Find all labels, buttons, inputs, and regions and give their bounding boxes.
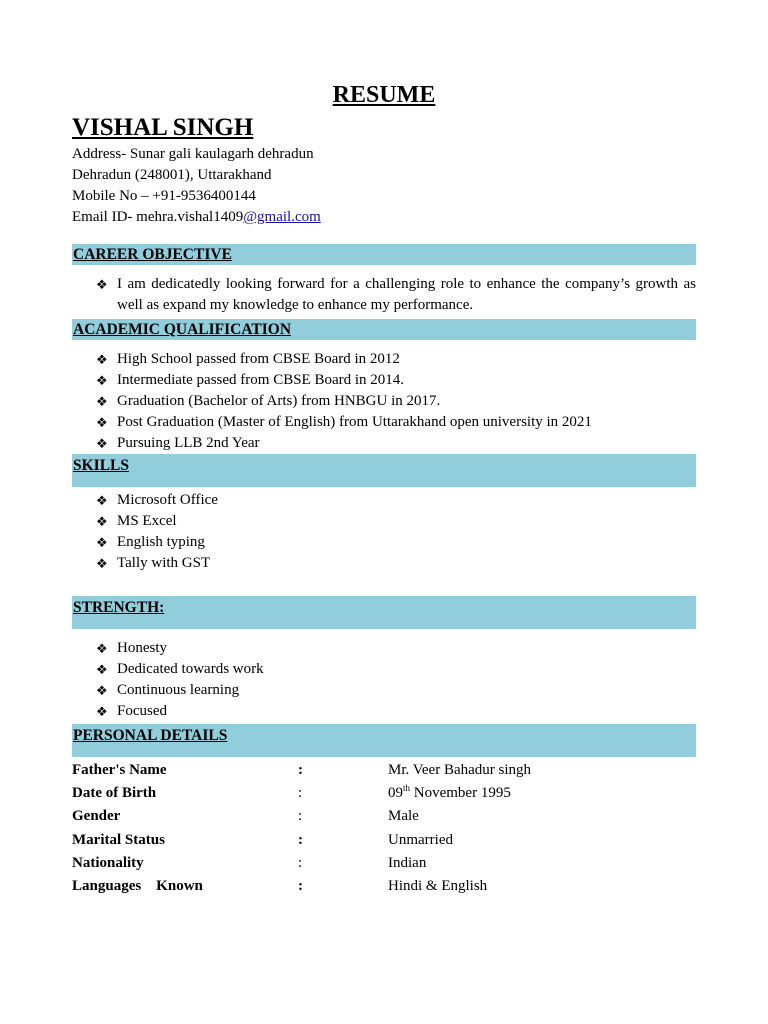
separator: : [298, 808, 303, 825]
list-item: ❖ Graduation (Bachelor of Arts) from HNBGU in 2017. [72, 391, 696, 412]
bullet-diamond-icon: ❖ [96, 556, 108, 571]
strength-list [72, 638, 696, 722]
bullet-diamond-icon: ❖ [96, 277, 108, 292]
gender-label: Gender [72, 808, 121, 825]
email-line [72, 207, 696, 228]
bullet-diamond-icon: ❖ [96, 514, 108, 529]
table-row [72, 782, 696, 805]
list-item: ❖ Post Graduation (Master of English) from Uttarakhand open university in 2021 [72, 412, 696, 433]
list-item: ❖ Continuous learning [72, 680, 696, 701]
gender-value: Male [388, 808, 419, 825]
table-row [72, 759, 696, 782]
list-item: ❖ English typing [72, 532, 696, 553]
academic-list [72, 349, 696, 454]
list-item: ❖ MS Excel [72, 511, 696, 532]
list-item: ❖ Intermediate passed from CBSE Board in 2014. [72, 370, 696, 391]
list-item: ❖ Pursuing LLB 2nd Year [72, 433, 696, 454]
section-heading-personal-details: PERSONAL DETAILS [72, 724, 696, 757]
address-line-2: Dehradun (248001), Uttarakhand [72, 167, 272, 183]
bullet-diamond-icon: ❖ [96, 641, 108, 656]
email-link[interactable]: @gmail.com [243, 209, 321, 225]
contact-block [72, 144, 696, 228]
bullet-diamond-icon: ❖ [96, 415, 108, 430]
bullet-diamond-icon: ❖ [96, 373, 108, 388]
fathers-name-value: Mr. Veer Bahadur singh [388, 762, 532, 778]
separator: : [298, 854, 303, 871]
separator: : [298, 762, 303, 778]
bullet-diamond-icon: ❖ [96, 662, 108, 677]
section-heading-academic-qualification: ACADEMIC QUALIFICATION [72, 319, 696, 340]
mobile-number: Mobile No – +91-9536400144 [72, 188, 256, 204]
list-item: ❖ Honesty [72, 638, 696, 659]
separator: : [298, 785, 303, 802]
bullet-diamond-icon: ❖ [96, 436, 108, 451]
list-item: ❖ High School passed from CBSE Board in 2012 [72, 349, 696, 370]
document-title: RESUME [332, 82, 436, 108]
bullet-diamond-icon: ❖ [96, 394, 108, 409]
table-row [72, 805, 696, 828]
nationality-value: Indian [388, 854, 427, 871]
date-of-birth-label: Date of Birth [72, 785, 157, 802]
fathers-name-label: Father's Name [72, 762, 167, 778]
list-item: ❖ Microsoft Office [72, 490, 696, 511]
table-row [72, 875, 696, 898]
career-objective-list [72, 274, 696, 316]
resume-page [72, 80, 696, 898]
languages-known-label: Languages Known [72, 877, 203, 894]
address-line-1: Address- Sunar gali kaulagarh dehradun [72, 146, 314, 162]
list-item: ❖ Tally with GST [72, 553, 696, 574]
email-prefix: Email ID- mehra.vishal1409 [72, 209, 244, 225]
personal-details-table [72, 759, 696, 898]
separator: : [298, 877, 303, 894]
list-item: ❖ Focused [72, 701, 696, 722]
marital-status-value: Unmarried [388, 831, 453, 848]
list-item: ❖ Dedicated towards work [72, 659, 696, 680]
candidate-name: VISHAL SINGH [72, 114, 254, 141]
table-row [72, 829, 696, 852]
marital-status-label: Marital Status [72, 831, 165, 848]
section-heading-strength: STRENGTH: [72, 596, 696, 629]
skills-list [72, 490, 696, 574]
bullet-diamond-icon: ❖ [96, 704, 108, 719]
bullet-diamond-icon: ❖ [96, 493, 108, 508]
list-item: ❖ I am dedicatedly looking forward for a challenging role to enhance the company’s growth as well as expand my knowledge to enhance my performance. [96, 276, 696, 313]
date-of-birth-value: 09th November 1995 [388, 783, 511, 802]
section-heading-skills: SKILLS [72, 454, 696, 487]
separator: : [298, 831, 303, 848]
languages-known-value: Hindi & English [388, 877, 488, 894]
table-row [72, 852, 696, 875]
bullet-diamond-icon: ❖ [96, 535, 108, 550]
bullet-diamond-icon: ❖ [96, 683, 108, 698]
section-heading-career-objective: CAREER OBJECTIVE [72, 244, 696, 265]
nationality-label: Nationality [72, 854, 144, 871]
bullet-diamond-icon: ❖ [96, 352, 108, 367]
